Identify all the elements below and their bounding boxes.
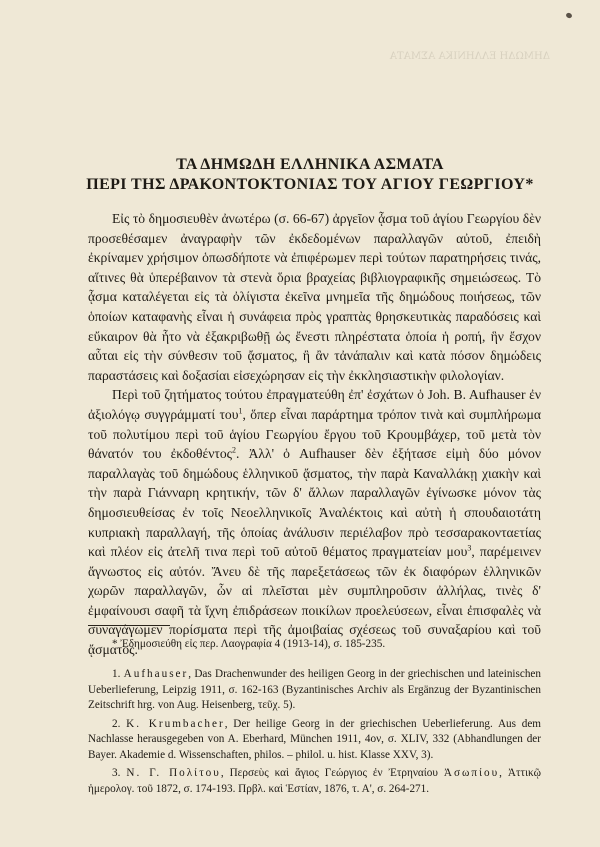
footnote-1 xyxy=(88,667,541,714)
bleed-through-text xyxy=(110,50,550,110)
footnote-1-text: , Das Drachenwunder des heiligen Georg in der griechischen und lateinischen Ueberlieferung, Leipzig 1911, σ. 162-163 (Byzantinisches Archiv als Ergänzug der Byzantinischen Zeitschrift hrg. von Aug. Heisenberg, τεῦχ. 5). xyxy=(88,668,541,711)
body-text xyxy=(88,209,541,660)
footnote-3-author: Ν. Γ. Πολίτου xyxy=(126,767,221,779)
corner-mark xyxy=(565,12,573,19)
paragraph-2-part-1: Περὶ τοῦ ζητήματος τούτου ἐπραγματεύθη ἐπ' ἐσχάτων ὁ Joh. B. Aufhauser ἐν ἀξιολόγῳ συγγράμματί του xyxy=(88,387,541,422)
footnote-2-number: 2. xyxy=(112,717,121,730)
paragraph-2-part-2: , ὅπερ εἶναι παράρτημα τρόπον τινὰ καὶ συμπλήρωμα τοῦ πολυτίμου περὶ τοῦ ἁγίου Γεωργίου ἔργου τοῦ Κρουμβάχερ, τοῦ μετὰ τὸν θάνατόν του ἐκδοθέντος xyxy=(88,406,542,462)
title-line-1: ΤΑ ΔΗΜΩΔΗ ΕΛΛΗΝΙΚΑ ΑΣΜΑΤΑ xyxy=(176,156,444,173)
paragraph-1: Εἰς τὸ δημοσιευθὲν ἀνωτέρω (σ. 66-67) ἀργεῖον ᾆσμα τοῦ ἁγίου Γεωργίου δὲν προσεθέσαμεν ἀναγραφὴν τῶν ἐκδεδομένων παραλλαγῶν αὐτοῦ, ἐπειδὴ ἐκρίναμεν χρήσιμον ὁπωσδήποτε νὰ ἐπιφέρωμεν περὶ τούτων παρατηρήσεις τινάς, αἵτινες θὰ ὑπερέβαινον τὰ στενὰ ὅρια βραχείας βιβλιογραφικῆς σημειώσεως. Τὸ ᾆσμα καταλέγεται εἰς τὰ ὀλίγιστα ἐκεῖνα μνημεῖα τῆς δημώδους ποιήσεως, τῶν ὁποίων καταφανὴς εἶναι ἡ συνάφεια πρὸς γραπτὰς θρησκευτικὰς παραδόσεις καὶ εὔκαιρον θὰ ἦτο νὰ ἐξακριβωθῇ ὡς ἔνεστι πληρέστατα ὁποία ἡ ροπή, ἣν ἔσχον αὗται εἰς τὴν σύνθεσιν τοῦ ᾄσματος, ἢ ἂν τἀνάπαλιν καὶ κατὰ πόσον δημώδεις παραστάσεις καὶ δοξασίαι εἰσεχώρησαν εἰς τὴν ἐκκλησιαστικὴν φιλολογίαν. xyxy=(88,211,541,383)
footnote-rule xyxy=(88,625,170,626)
footnote-ref-3: 3 xyxy=(467,543,472,553)
footnote-ref-2: 2 xyxy=(232,445,237,455)
footnote-3-spaced-name: Ἀσωπίου xyxy=(443,767,500,779)
footnote-1-number: 1. xyxy=(112,668,121,680)
footnote-ref-1: 1 xyxy=(238,406,243,416)
footnote-star: * Ἐδημοσιεύθη εἰς περ. Λαογραφία 4 (1913-14), σ. 185-235. xyxy=(112,638,386,650)
footnote-2-text: , Der heilige Georg in der griechischen Ueberlieferung. Aus dem Nachlasse herausgegeben von A. Eberhard, München 1911, 4ον, σ. XLIV, 332 (Abhandlungen der Bayer. Akademie d. Wissenschaften, philos. – philol. u. hist. Klasse XXV, 3). xyxy=(88,717,541,761)
footnote-1-author: Aufhauser xyxy=(123,668,189,680)
paragraph-2-part-4: , παρέμεινεν ἄγνωστος εἰς αὐτόν. Ἄνευ δὲ τῆς παρεξετάσεως τῶν ἐκ διαφόρων ἑλληνικῶν χωρῶν παραλλαγῶν, ὧν αἱ πλεῖσται μὲν συμπληροῦσιν ἀλλήλας, τινὲς δ' ἐμφαίνουσι σαφῆ τὰ ἴχνη ἐπιδράσεων ποικίλων προελεύσεων, εἶναι ἐπισφαλὲς νὰ συναγάγωμεν πορίσματα περὶ τῆς ἀμοιβαίας σχέσεως τοῦ συναξαρίου καὶ τοῦ ᾄσματος. xyxy=(88,544,541,658)
footnote-2 xyxy=(88,717,541,764)
paragraph-2 xyxy=(88,385,541,659)
paragraph-2-part-3: . Ἀλλ' ὁ Aufhauser δὲν ἐξήτασε εἰμὴ δύο μόνον παραλλαγὰς τοῦ δημώδους ἑλληνικοῦ ᾄσματος, τὴν παρὰ Καναλλάκῃ χιακὴν καὶ τὴν παρὰ Γιάνναρη κρητικήν, τῶν δ' ἄλλων παραλλαγῶν ἐγίνωσκε μόνον τὰς δημοσιευθείσας ἐν τοῖς Νεοελληνικοῖς Ἀναλέκτοις καὶ αὐτὴ ἡ σπουδαιοτάτη κυπριακὴ παραλλαγή, τῆς ὁποίας ἀνάλυσιν περιέλαβον πρὸ τεσσαρακονταετίας καὶ πλέον εἰς ἀτελῆ τινα περὶ τοῦ αὐτοῦ θέματος πραγματείαν μου xyxy=(88,446,541,560)
bleed-through-header: ΔΗΜΩΔΗ ΕΛΛΗΝΙΚΑ ΑΣΜΑΤΑ xyxy=(389,51,550,62)
footnote-3-text-b: , Ἀττικῷ ἡμερολογ. τοῦ 1872, σ. 174-193. Πρβλ. καὶ Ἑστίαν, 1876, τ. Α', σ. 264-271. xyxy=(88,767,541,795)
title-line-2: ΠΕΡΙ ΤΗΣ ΔΡΑΚΟΝΤΟΚΤΟΝΙΑΣ ΤΟΥ ΑΓΙΟΥ ΓΕΩΡΓΙΟΥ* xyxy=(86,176,534,193)
footnote-3-number: 3. xyxy=(112,767,121,779)
footnotes xyxy=(88,667,541,800)
footnote-2-author: K. Krumbacher xyxy=(126,717,225,730)
footnote-3-text-a: , Περσεὺς καὶ ἅγιος Γεώργιος ἐν Ἐτρηναίου xyxy=(220,767,444,779)
footnote-3 xyxy=(88,766,541,797)
footnote-star-block xyxy=(88,637,541,653)
